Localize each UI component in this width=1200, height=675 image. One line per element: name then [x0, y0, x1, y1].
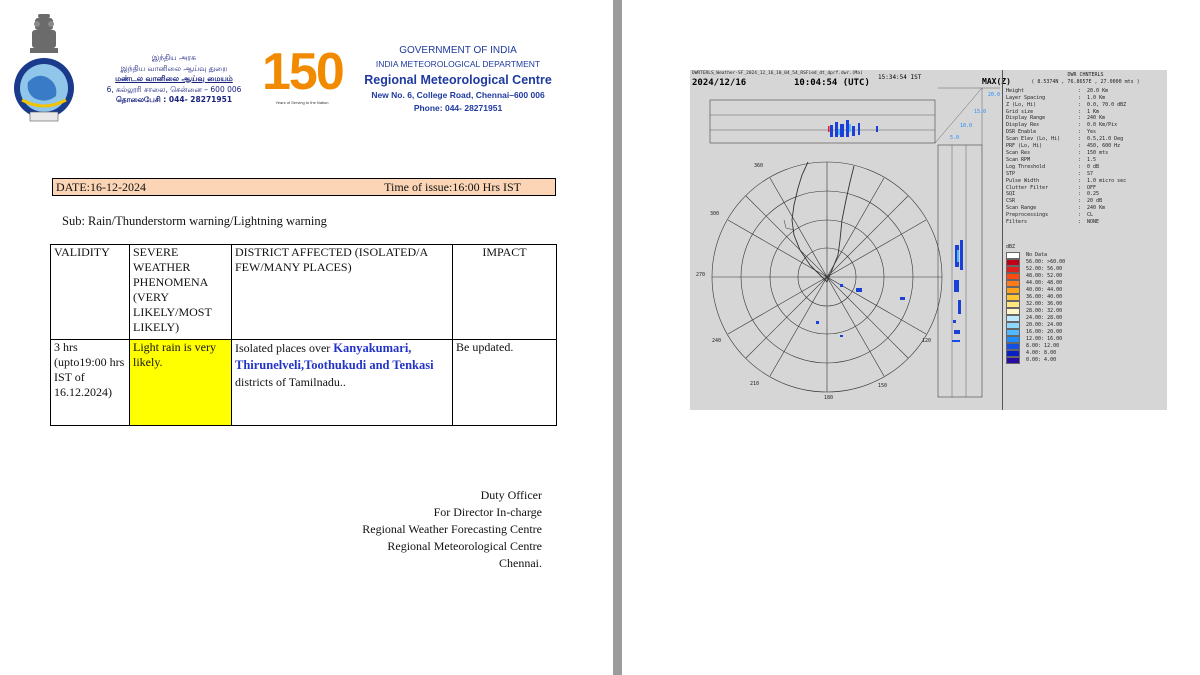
parameter-name: SQI: [1006, 191, 1016, 198]
legend-label: 20.00: 24.00: [1026, 321, 1063, 328]
parameter-value: : OFF: [1078, 184, 1097, 191]
parameter-name: DSR Enable: [1006, 129, 1037, 136]
anniversary-caption: Years of Serving to the Nation: [275, 100, 329, 105]
header-validity: VALIDITY: [51, 245, 130, 340]
parameter-row: [1003, 198, 1167, 205]
imd-150-years-logo: [262, 44, 342, 120]
parameter-value: : 240 Km: [1078, 205, 1106, 212]
legend-row: [1003, 350, 1167, 357]
range-label: 360: [754, 163, 764, 169]
parameter-row: [1003, 157, 1167, 164]
parameter-name: Layer Spacing: [1006, 94, 1046, 101]
radar-product: MAX(Z): [982, 77, 1011, 86]
parameter-row: [1003, 109, 1167, 116]
parameter-value: : Yes: [1078, 129, 1097, 136]
parameter-name: Z (Lo, Hi): [1006, 101, 1037, 108]
parameter-name: Clutter Filter: [1006, 184, 1049, 191]
legend-swatch: [1006, 259, 1020, 266]
legend-label: 56.00: >60.00: [1026, 258, 1066, 265]
tamil-line: இந்திய அரசு: [151, 53, 197, 62]
parameter-row: [1003, 136, 1167, 143]
legend-swatch: [1006, 287, 1020, 294]
legend-label: 28.00: 32.00: [1026, 307, 1063, 314]
legend-title: dBZ: [1006, 243, 1016, 250]
parameter-row: [1003, 164, 1167, 171]
radar-ist-time: 15:34:54 IST: [878, 74, 922, 81]
parameter-value: : 20.0 Km: [1078, 87, 1109, 94]
tamil-line: 6, கல்லூரி சாலை, சென்னை – 600 006: [106, 84, 242, 94]
legend-label: 44.00: 48.00: [1026, 279, 1063, 286]
parameter-row: [1003, 205, 1167, 212]
parameter-name: Pulse Width: [1006, 177, 1040, 184]
radar-info-panel: [1002, 70, 1167, 410]
parameter-value: : 1 Km: [1078, 108, 1100, 115]
header-district: DISTRICT AFFECTED (ISOLATED/A FEW/MANY PLACES): [232, 245, 453, 340]
centre-address: New No. 6, College Road, Chennai–600 006: [371, 90, 545, 100]
range-label: 150: [878, 383, 888, 389]
parameter-name: Display Range: [1006, 115, 1046, 122]
parameter-value: : 450, 600 Hz: [1078, 143, 1121, 150]
height-mark: 15.0: [974, 109, 987, 115]
cell-district: [232, 340, 453, 426]
parameter-row: [1003, 129, 1167, 136]
legend-row: [1003, 259, 1167, 266]
parameter-row: [1003, 219, 1167, 226]
parameter-row: [1003, 178, 1167, 185]
legend-swatch: [1006, 357, 1020, 364]
tamil-line: தொலைபேசி : 044- 28271951: [115, 95, 233, 104]
parameter-name: Log Threshold: [1006, 163, 1046, 170]
parameter-name: STP: [1006, 170, 1016, 177]
range-label: 240: [712, 338, 722, 344]
parameter-value: : 0 dB: [1078, 163, 1100, 170]
legend-row: [1003, 343, 1167, 350]
parameter-row: [1003, 212, 1167, 219]
tamil-line: இந்திய வானிலை ஆய்வு துறை: [120, 63, 228, 73]
radar-date: 2024/12/16: [692, 78, 747, 88]
parameter-row: [1003, 150, 1167, 157]
radar-plot: [690, 70, 1000, 410]
legend-label: No Data: [1026, 251, 1048, 258]
legend-swatch: [1006, 315, 1020, 322]
signature-line: For Director In-charge: [433, 505, 542, 519]
bulletin-date: DATE:16-12-2024: [56, 180, 146, 194]
parameter-row: [1003, 102, 1167, 109]
parameter-value: : 20 dB: [1078, 198, 1103, 205]
parameter-row: [1003, 143, 1167, 150]
legend-swatch: [1006, 322, 1020, 329]
height-mark: 10.0: [960, 123, 973, 129]
parameter-value: : 150 mts: [1078, 149, 1109, 156]
legend-label: 52.00: 56.00: [1026, 265, 1063, 272]
legend-row: [1003, 294, 1167, 301]
parameter-value: : 240 Km: [1078, 115, 1106, 122]
signature-line: Chennai.: [499, 556, 542, 570]
legend-label: 0.00: 4.00: [1026, 356, 1057, 363]
imd-emblem-logo: [8, 12, 80, 124]
time-of-issue: Time of issue:16:00 Hrs IST: [384, 180, 521, 194]
legend-swatch: [1006, 266, 1020, 273]
header-phenomena: SEVERE WEATHER PHENOMENA (VERY LIKELY/MOST LIKELY): [130, 245, 232, 340]
parameter-value: : 1.0 micro sec: [1078, 177, 1127, 184]
signature-line: Regional Weather Forecasting Centre: [362, 522, 542, 536]
range-label: 210: [750, 381, 760, 387]
range-label: 300: [710, 211, 720, 217]
legend-row: [1003, 322, 1167, 329]
legend-label: 4.00: 8.00: [1026, 349, 1057, 356]
parameter-row: [1003, 171, 1167, 178]
cell-impact: Be updated.: [453, 340, 557, 426]
legend-row: [1003, 301, 1167, 308]
parameter-value: : NONE: [1078, 219, 1100, 226]
legend-row: [1003, 357, 1167, 364]
legend-row: [1003, 336, 1167, 343]
legend-swatch: [1006, 343, 1020, 350]
dbz-legend: [1003, 252, 1167, 364]
parameter-value: : 1.0 Km: [1078, 94, 1106, 101]
parameter-row: [1003, 185, 1167, 192]
signature-line: Duty Officer: [480, 488, 542, 502]
legend-swatch: [1006, 336, 1020, 343]
legend-label: 12.00: 16.00: [1026, 335, 1063, 342]
legend-swatch: [1006, 294, 1020, 301]
legend-label: 32.00: 36.00: [1026, 300, 1063, 307]
legend-label: 24.00: 28.00: [1026, 314, 1063, 321]
header-impact: IMPACT: [453, 245, 557, 340]
english-header: [352, 44, 564, 115]
legend-label: 8.00: 12.00: [1026, 342, 1060, 349]
parameter-row: [1003, 191, 1167, 198]
range-label: 120: [922, 338, 932, 344]
parameter-name: Scan RPM: [1006, 156, 1031, 163]
govt-title: GOVERNMENT OF INDIA: [399, 45, 517, 56]
parameter-value: : 0.0 Km/Pix: [1078, 122, 1118, 129]
legend-swatch: [1006, 280, 1020, 287]
anniversary-number: 150: [262, 43, 343, 101]
parameter-name: Height: [1006, 87, 1025, 94]
legend-row: [1003, 266, 1167, 273]
parameter-value: : CL: [1078, 212, 1094, 219]
district-names: Kanyakumari, Thirunelveli,Toothukudi and Tenkasi: [235, 341, 434, 372]
signature-block: [362, 487, 542, 572]
site-coords: ( 8.5374N , 76.8657E , 27.0000 mts ): [1031, 78, 1140, 85]
legend-row: [1003, 252, 1167, 259]
date-band: [52, 178, 556, 196]
parameter-row: [1003, 95, 1167, 102]
parameter-row: [1003, 115, 1167, 122]
parameter-name: Preprocessings: [1006, 212, 1049, 219]
tamil-line: மண்டல வானிலை ஆய்வு மையம்: [115, 74, 233, 83]
legend-swatch: [1006, 252, 1020, 259]
site-title: DWR CHNTERLS: [1067, 72, 1104, 78]
parameter-value: : 0.5,21.0 Deg: [1078, 136, 1124, 143]
radar-filename: DWRTERLS_Weather-SF_2024_12_16_10_04_54_RSFied_dt_dprf.dwr.(Ma): [692, 71, 863, 76]
range-label: 270: [696, 272, 706, 278]
parameter-name: Scan Res: [1006, 149, 1031, 156]
legend-row: [1003, 273, 1167, 280]
legend-row: [1003, 315, 1167, 322]
parameter-name: PRF (Lo, Hi): [1006, 143, 1043, 150]
parameter-name: Grid size: [1006, 108, 1034, 115]
signature-line: Regional Meteorological Centre: [387, 539, 542, 553]
parameter-value: : S7: [1078, 170, 1094, 177]
legend-row: [1003, 308, 1167, 315]
parameter-name: Filters: [1006, 219, 1028, 226]
parameter-name: CSR: [1006, 198, 1016, 205]
table-header-row: [51, 245, 557, 340]
page-divider: [613, 0, 622, 675]
legend-label: 16.00: 20.00: [1026, 328, 1063, 335]
parameter-value: : 0.0, 70.0 dBZ: [1078, 101, 1127, 108]
parameter-row: [1003, 88, 1167, 95]
cell-validity: 3 hrs (upto19:00 hrs IST of 16.12.2024): [51, 340, 130, 426]
district-suffix: districts of Tamilnadu..: [235, 375, 346, 389]
legend-row: [1003, 280, 1167, 287]
parameter-value: : 0.25: [1078, 191, 1100, 198]
height-mark: 20.0: [988, 92, 1001, 98]
parameter-name: Scan Range: [1006, 205, 1037, 212]
table-row: [51, 340, 557, 426]
legend-swatch: [1006, 308, 1020, 315]
legend-row: [1003, 329, 1167, 336]
legend-label: 40.00: 44.00: [1026, 286, 1063, 293]
legend-label: 48.00: 52.00: [1026, 272, 1063, 279]
radar-utc-time: 10:04:54 (UTC): [794, 78, 870, 88]
legend-swatch: [1006, 350, 1020, 357]
legend-label: 36.00: 40.00: [1026, 293, 1063, 300]
subject-line: Sub: Rain/Thunderstorm warning/Lightning warning: [62, 214, 327, 228]
warning-table: [50, 244, 557, 426]
parameter-list: [1003, 88, 1167, 226]
parameter-name: Display Res: [1006, 122, 1040, 129]
cell-phenomena: Light rain is very likely.: [130, 340, 232, 426]
legend-swatch: [1006, 273, 1020, 280]
parameter-value: : 1.5: [1078, 156, 1097, 163]
legend-swatch: [1006, 301, 1020, 308]
dept-title: INDIA METEOROLOGICAL DEPARTMENT: [375, 59, 541, 69]
height-mark: 5.0: [950, 135, 960, 141]
parameter-row: [1003, 122, 1167, 129]
range-label: 180: [824, 395, 834, 401]
centre-phone: Phone: 044- 28271951: [413, 103, 503, 113]
centre-title: Regional Meteorological Centre: [364, 73, 552, 87]
tamil-address-block: [88, 53, 260, 106]
legend-swatch: [1006, 329, 1020, 336]
parameter-name: Scan Elev (Lo, Hi): [1006, 136, 1061, 143]
district-prefix: Isolated places over: [235, 341, 334, 355]
radar-image: [690, 70, 1167, 410]
legend-row: [1003, 287, 1167, 294]
